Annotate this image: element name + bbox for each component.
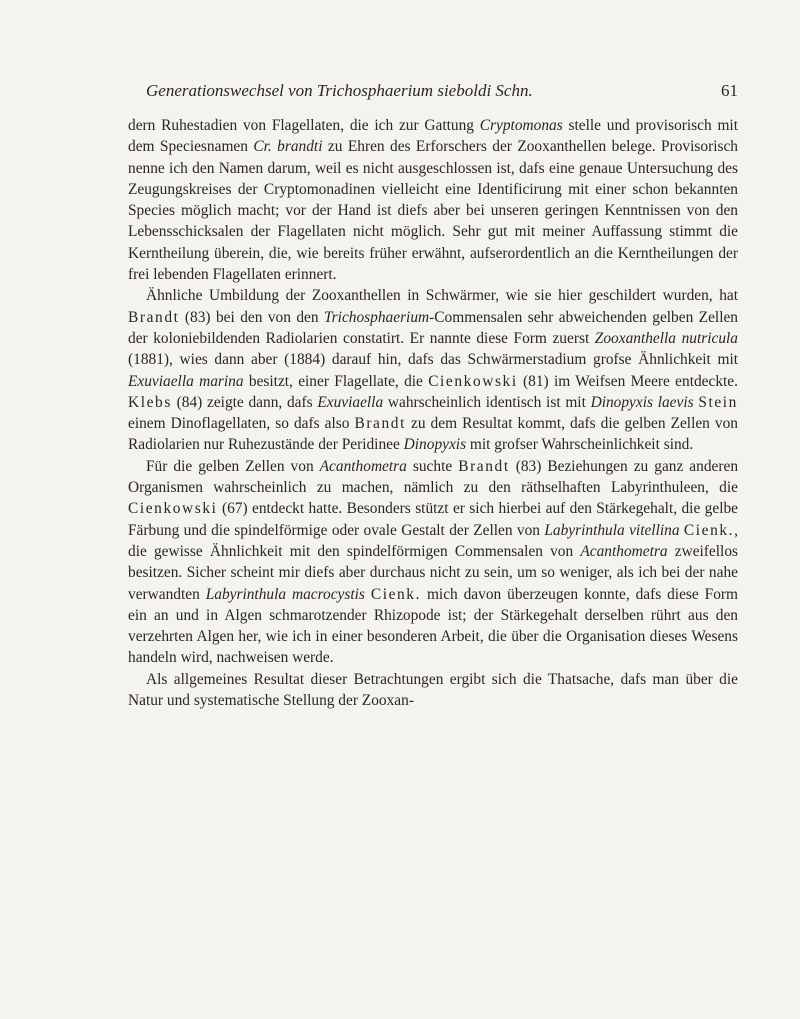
text-run: (83) Beziehungen zu ganz anderen Organismen wahrscheinlich zu machen, nämlich zu den räthselhaften Labyrinthuleen, die [128,457,739,497]
text-run: (81) im Weifsen Meere entdeckte. [517,372,738,390]
text-run: Als allgemeines Resultat dieser Betrachtungen ergibt sich die Thatsache, dafs man über die Natur und systematische Stellung der Zooxan- [128,670,738,710]
running-head-title: Generationswechsel von Trichosphaerium sieboldi Schn. [146,81,533,100]
text-run: mit grofser Wahrscheinlichkeit sind. [466,436,694,454]
text-run: stelle und provisorisch mit dem Speciesnamen [128,117,738,156]
italic-run: Labyrinthula macrocystis [205,585,365,603]
text-run: zu dem Resultat kommt, dafs die gelben Zellen von Radiolarien nur Ruhezustände der Peridinee [128,415,738,454]
paragraph [128,669,738,712]
text-run: einem Dinoflagellaten, so dafs also [128,415,355,433]
text-run: suchte [406,457,459,475]
spaced-name-run: Brandt [354,415,406,433]
text-run: wahrscheinlich identisch ist mit [383,393,591,411]
text-run: (1881), wies dann aber (1884) darauf hin, dafs das Schwärmerstadium grofse Ähnlichkeit mit [128,351,738,369]
text-run: (67) entdeckt hatte. Besonders stützt er sich hierbei auf den Stärkegehalt, die gelbe Färbung und die spindelförmige oder ovale Gestalt der Zellen von [128,500,738,539]
paragraph [128,115,738,285]
italic-run: Cryptomonas [479,117,563,134]
italic-run: Dinopyxis [403,436,467,454]
spaced-name-run: Brandt [458,457,510,475]
text-run: dern Ruhestadien von Flagellaten, die ich zur Gattung [128,117,480,134]
paragraph [128,456,738,669]
running-head [128,78,738,104]
spaced-name-run: Brandt [128,308,180,326]
text-run: Für die gelben Zellen von [146,457,320,475]
italic-run: Dinopyxis laevis [590,393,694,411]
text-run: (83) bei den von den [179,308,324,326]
italic-run: Cr. brandti [253,138,323,156]
spaced-name-run: Cienkowski [128,500,218,518]
italic-run: Acanthometra [319,457,407,475]
italic-run: Exuviaella marina [128,372,244,390]
italic-run: Exuviaella [317,393,384,411]
italic-run: Acanthometra [580,542,668,560]
italic-run: Labyrinthula vitellina [544,521,680,539]
spaced-name-run: Klebs [128,393,172,411]
spaced-name-run: Cienk. [370,585,422,603]
text-run: (84) zeigte dann, dafs [171,393,318,411]
text-run: zweifellos besitzen. Sicher scheint mir diefs aber durchaus nicht zu sein, um so weniger, als ich bei der nahe verwandten [128,542,739,603]
text-run: Ähnliche Umbildung der Zooxanthellen in Schwärmer, wie sie hier geschildert wurden, hat [146,287,738,305]
text-run: -Commensalen sehr abweichenden gelben Zellen der koloniebildenden Radiolarien constatirt. Er nannte diese Form zuerst [128,308,738,347]
spaced-name-run: Stein [698,393,738,411]
text-run: zu Ehren des Erforschers der Zooxanthellen belege. Provisorisch nenne ich den Namen darum, weil es nicht ausgeschlossen ist, dafs eine genaue Untersuchung des Zeugungskreises der Cryptomonadinen vielleicht eine Identificirung mit einer schon bekannten Species möglich macht; vor der Hand ist diefs aber bei unseren geringen Kenntnissen von den Lebensschicksalen der Flagellaten nicht möglich. Sehr gut mit meiner Auffassung stimmt die Kerntheilung überein, die, wie bereits früher erwähnt, aufserordentlich an die Kerntheilungen der frei lebenden Flagellaten erinnert. [128,138,739,284]
text-run: besitzt, einer Flagellate, die [243,372,429,390]
paragraph [128,285,738,455]
italic-run: Zooxanthella nutricula [594,329,738,347]
italic-run: Trichosphaerium [323,308,430,326]
spaced-name-run: Cienk. [683,521,735,539]
spaced-name-run: Cienkowski [428,372,518,390]
text-run: mich davon überzeugen konnte, dafs diese Form ein an und in Algen schmarotzender Rhizopode ist; der Stärkegehalt derselben rührt aus den verzehrten Algen her, wie ich in einer besonderen Arbeit, die über die Organisation dieses Wesens handeln wird, nachweisen werde. [128,585,738,667]
page-number: 61 [721,81,738,100]
body-text [128,115,738,711]
text-run: , die gewisse Ähnlichkeit mit den spindelförmigen Commensalen von [128,521,738,560]
